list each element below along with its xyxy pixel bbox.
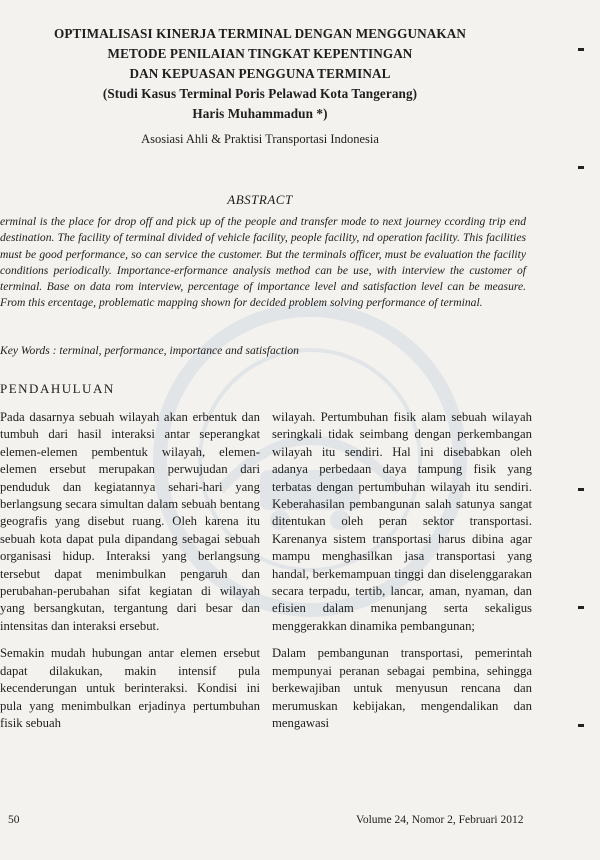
edge-mark <box>578 166 584 169</box>
paragraph: wilayah. Pertumbuhan fisik alam sebuah wilayah seringkali tidak seimbang dengan perkembangan wilayah itu sendiri. Hal ini disebabkan oleh adanya perbedaan daya tampung fisik yang terbatas dengan pertumbuhan wilayah itu sendiri. Keberahasilan pembangunan salah satunya sangat ditentukan oleh peran sektor transportasi. Karenanya sistem transportasi harus dibina agar mampu menghasilkan jasa transportasi yang handal, berkemampuan tinggi dan diselenggarakan secara terpadu, tertib, lancar, aman, nyaman, dan efisien dalam menunjang serta sekaligus menggerakkan dinamika pembangunan; <box>272 410 532 633</box>
page-number: 50 <box>8 814 20 826</box>
keywords: Key Words : terminal, performance, importance and satisfaction <box>0 344 299 357</box>
author-name: Haris Muhammadun *) <box>192 106 328 121</box>
abstract-text: erminal is the place for drop off and pick up of the people and transfer mode to next journey ccording trip end destination. The facility of terminal divided of vehicle facility, people facility, nd operation facility. This facilities must be good performance, so can service the customer. But the terminals officer, must be evaluation the facility conditions periodically. Importance-erformance analysis method can be use, with interview the customer of terminal. Base on data rom interview, percentage of importance level and satisfaction level can be measure. From this ercentage, problematic mapping shown for decided problem solving performance of terminal. <box>0 215 526 310</box>
author-affiliation: Asosiasi Ahli & Praktisi Transportasi Indonesia <box>141 132 379 146</box>
edge-mark <box>578 606 584 609</box>
journal-volume: Volume 24, Nomor 2, Februari 2012 <box>356 814 524 826</box>
paragraph: Semakin mudah hubungan antar elemen ersebut dapat dilakukan, makin intensif pula kecenderungan untuk berinteraksi. Kondisi ini pula yang menimbulkan erjadinya pertumbuhan fisik sebuah <box>0 646 260 730</box>
body-column-right <box>272 409 532 742</box>
title-line-2: METODE PENILAIAN TINGKAT KEPENTINGAN <box>107 46 413 61</box>
title-line-3: DAN KEPUASAN PENGGUNA TERMINAL <box>129 66 391 81</box>
paragraph: Dalam pembangunan transportasi, pemerintah mempunyai peranan sebagai pembina, sehingga berkewajiban untuk menyusun rencana dan merumuskan kebijakan, mengendalikan dan mengawasi <box>272 646 532 730</box>
edge-mark <box>578 488 584 491</box>
title-block <box>0 24 520 147</box>
title-line-1: OPTIMALISASI KINERJA TERMINAL DENGAN MENGGUNAKAN <box>54 26 466 41</box>
edge-mark <box>578 724 584 727</box>
abstract-heading: ABSTRACT <box>227 192 293 207</box>
abstract-body <box>0 214 526 312</box>
body-column-left <box>0 409 260 742</box>
section-heading: PENDAHULUAN <box>0 381 115 396</box>
paragraph: Pada dasarnya sebuah wilayah akan erbentuk dan tumbuh dari hasil interaksi antar seperangkat elemen-elemen pembentuk wilayah, elemen-elemen ersebut merupakan perwujudan dari penduduk dan kegiatannya sehari-hari yang berlangsung secara simultan dalam sebuah bentang geografis yang disebut ruang. Oleh karena itu sebuah kota dapat pula dipandang sebagai sebuah organisasi hidup. Interaksi yang berlangsung tersebut dapat menimbulkan pengaruh dan perubahan-perubahan sifat kegiatan di wilayah yang bersangkutan, tergantung dari besar dan intensitas dan interaksi ersebut. <box>0 410 260 633</box>
edge-mark <box>578 48 584 51</box>
case-study-subtitle: (Studi Kasus Terminal Poris Pelawad Kota Tangerang) <box>102 86 418 101</box>
